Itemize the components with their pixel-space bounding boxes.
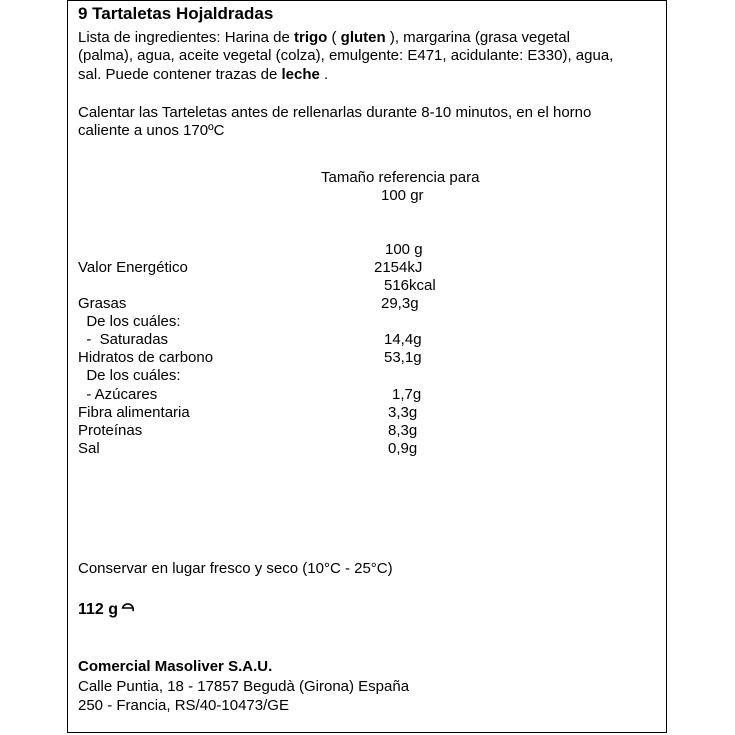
estimated-sign-icon bbox=[120, 600, 136, 616]
nutrient-value-fat: 29,3g bbox=[381, 295, 419, 312]
nutrient-value-protein: 8,3g bbox=[388, 422, 418, 439]
nutrient-value-salt: 0,9g bbox=[388, 440, 418, 457]
nutrient-label-saturates: - Saturadas bbox=[78, 331, 169, 348]
nutrient-label-carbohydrate-of-which: De los cuáles: bbox=[78, 367, 181, 384]
allergen-gluten: gluten bbox=[340, 29, 386, 46]
allergen-milk: leche bbox=[281, 66, 320, 83]
reference-size-heading: Tamaño referencia para bbox=[321, 169, 480, 186]
nutrient-value-saturates: 14,4g bbox=[384, 331, 422, 348]
reference-size-amount: 100 gr bbox=[381, 187, 424, 204]
energy-label: Valor Energético bbox=[78, 259, 188, 276]
product-title: 9 Tartaletas Hojaldradas bbox=[78, 4, 274, 23]
nutrient-label-carbohydrate: Hidratos de carbono bbox=[78, 349, 214, 366]
nutrition-column-header: 100 g bbox=[385, 241, 423, 258]
nutrient-label-protein: Proteínas bbox=[78, 422, 143, 439]
energy-kcal: 516kcal bbox=[384, 277, 436, 294]
instructions-line-2: caliente a unos 170ºC bbox=[78, 122, 225, 139]
nutrient-label-salt: Sal bbox=[78, 440, 100, 457]
nutrient-label-sugars: - Azúcares bbox=[78, 386, 158, 403]
company-registry: 250 - Francia, RS/40-10473/GE bbox=[78, 697, 289, 714]
net-weight: 112 g bbox=[78, 600, 136, 619]
allergen-wheat: trigo bbox=[293, 29, 328, 46]
ingredients-line-1: Lista de ingredientes: Harina de trigo ( gluten ), margarina (grasa vegetal bbox=[78, 29, 570, 46]
nutrient-value-sugars: 1,7g bbox=[392, 386, 422, 403]
nutrient-label-fibre: Fibra alimentaria bbox=[78, 404, 190, 421]
ingredients-line-2: (palma), agua, aceite vegetal (colza), emulgente: E471, acidulante: E330), agua, bbox=[78, 47, 614, 64]
company-name: Comercial Masoliver S.A.U. bbox=[78, 658, 273, 675]
nutrient-value-carbohydrate: 53,1g bbox=[384, 349, 422, 366]
storage-instructions: Conservar en lugar fresco y seco (10°C - 25°C) bbox=[78, 560, 393, 577]
nutrient-value-fibre: 3,3g bbox=[388, 404, 418, 421]
ingredients-line-3: sal. Puede contener trazas de leche . bbox=[78, 66, 329, 83]
nutrient-label-fat-of-which: De los cuáles: bbox=[78, 313, 181, 330]
company-address: Calle Puntia, 18 - 17857 Begudà (Girona) España bbox=[78, 678, 410, 695]
nutrient-label-fat: Grasas bbox=[78, 295, 127, 312]
instructions-line-1: Calentar las Tarteletas antes de rellenarlas durante 8-10 minutos, en el horno bbox=[78, 104, 592, 121]
energy-kj: 2154kJ bbox=[374, 259, 423, 276]
